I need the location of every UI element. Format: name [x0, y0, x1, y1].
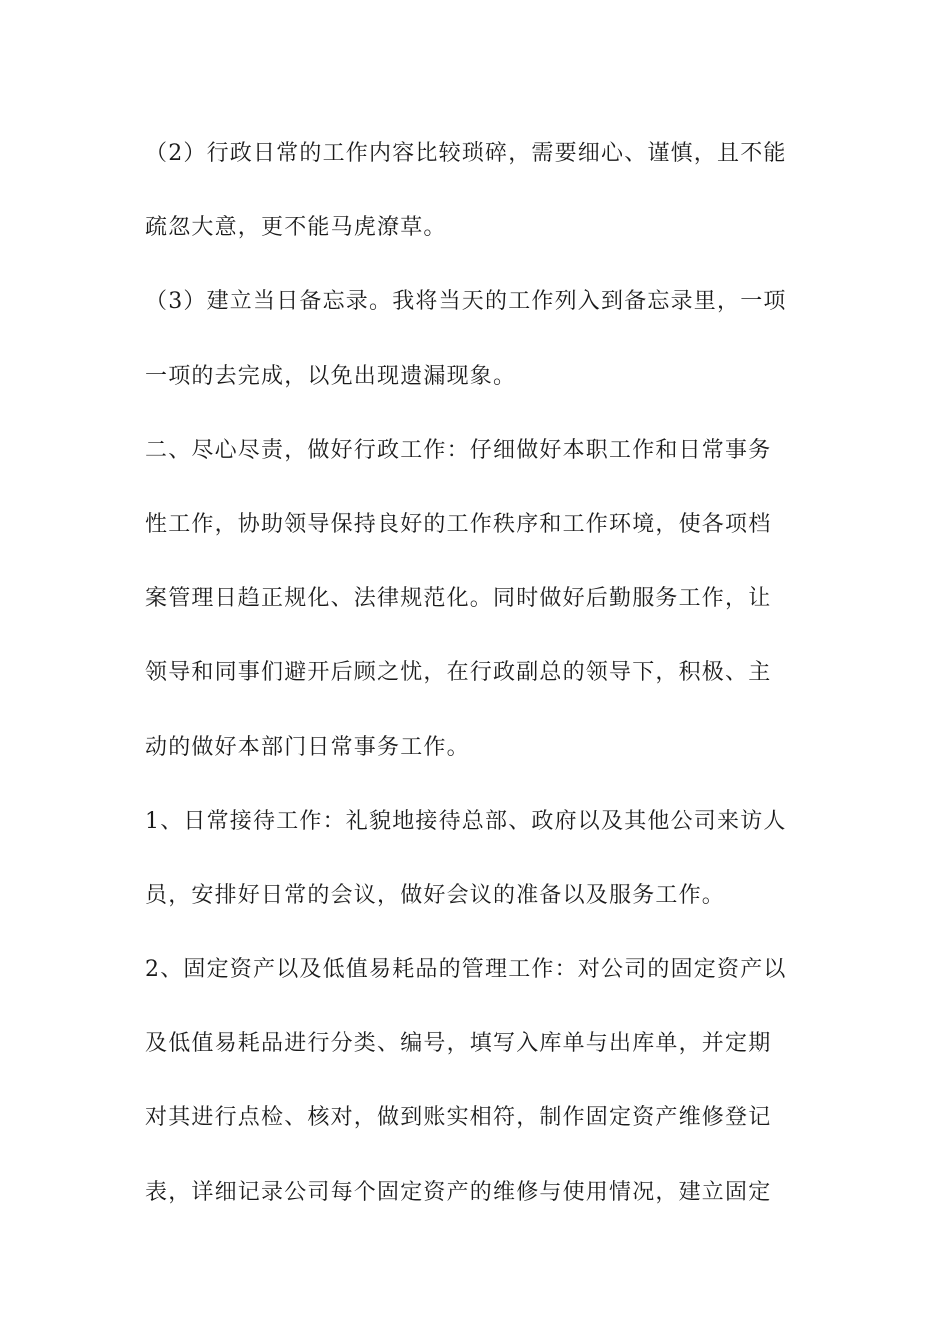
text-line: 表，详细记录公司每个固定资产的维修与使用情况，建立固定 — [145, 1179, 772, 1205]
text-line: （2）行政日常的工作内容比较琐碎，需要细心、谨慎，且不能 — [145, 141, 787, 166]
text-line: （3）建立当日备忘录。我将当天的工作列入到备忘录里，一项 — [145, 289, 787, 315]
text-line: 一项的去完成，以免出现遗漏现象。 — [145, 363, 517, 389]
text-line: 性工作，协助领导保持良好的工作秩序和工作环境，使各项档 — [145, 511, 772, 537]
text-line: 疏忽大意，更不能马虎潦草。 — [145, 215, 447, 241]
text-line: 领导和同事们避开后顾之忧，在行政副总的领导下，积极、主 — [145, 660, 772, 686]
text-line: 案管理日趋正规化、法律规范化。同时做好后勤服务工作，让 — [145, 586, 772, 612]
text-line: 对其进行点检、核对，做到账实相符，制作固定资产维修登记 — [145, 1105, 772, 1131]
text-line: 2、固定资产以及低值易耗品的管理工作：对公司的固定资产以 — [145, 957, 787, 983]
document-body — [145, 127, 810, 1240]
text-line: 1、日常接待工作：礼貌地接待总部、政府以及其他公司来访人 — [145, 808, 787, 834]
text-line: 及低值易耗品进行分类、编号，填写入库单与出库单，并定期 — [145, 1031, 772, 1057]
text-line: 动的做好本部门日常事务工作。 — [145, 734, 470, 760]
text-line: 员，安排好日常的会议，做好会议的准备以及服务工作。 — [145, 882, 726, 908]
text-line: 二、尽心尽责，做好行政工作：仔细做好本职工作和日常事务 — [145, 437, 772, 463]
